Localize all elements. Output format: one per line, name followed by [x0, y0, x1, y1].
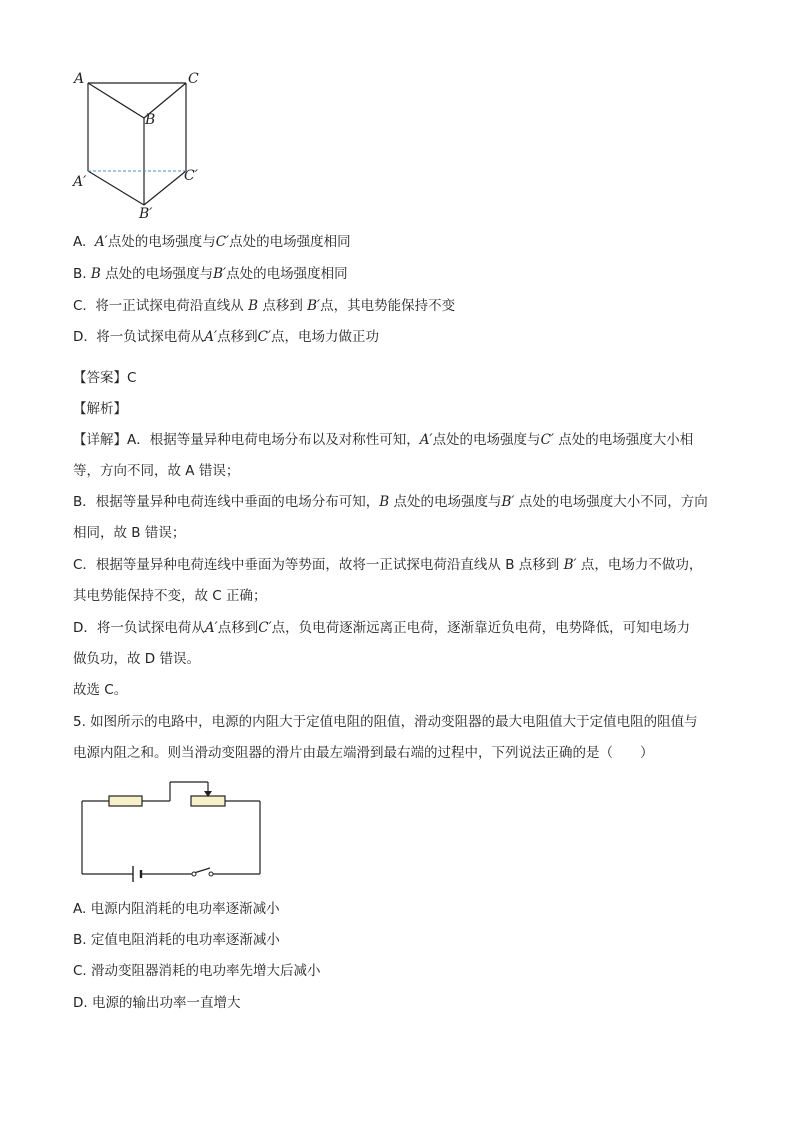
circuit-diagram — [0, 770, 794, 890]
vertex-a: A — [74, 71, 85, 87]
prism-figure — [0, 0, 794, 230]
detail-p2-line2: 相同，故 B 错误； — [73, 525, 186, 541]
detail-p4-line2: 做负功，故 D 错误。 — [73, 651, 200, 667]
detail-p1-line1: 【详解】A．根据等量异种电荷电场分布以及对称性可知，A′点处的电场强度与C′ 点处的电场强度大小相 — [73, 432, 694, 448]
detail-p1-line2: 等，方向不同，故 A 错误； — [73, 463, 240, 479]
detail-p2-line1: B．根据等量异种电荷连线中垂面的电场分布可知，B 点处的电场强度与B′ 点处的电场强度大小不同，方向 — [73, 494, 708, 510]
q4-option-a: A. A′点处的电场强度与C′点处的电场强度相同 — [73, 234, 351, 250]
q4-option-c: C. 将一正试探电荷沿直线从 B 点移到 B′点，其电势能保持不变 — [73, 298, 456, 314]
q5-stem-line2: 电源内阻之和。则当滑动变阻器的滑片由最左端滑到最右端的过程中，下列说法正确的是（ ） — [73, 745, 654, 761]
detail-conclusion: 故选 C。 — [73, 682, 128, 698]
q5-option-c: C. 滑动变阻器消耗的电功率先增大后减小 — [73, 963, 321, 979]
q4-option-b: B. B 点处的电场强度与B′点处的电场强度相同 — [73, 266, 348, 282]
vertex-a-prime: A′ — [73, 174, 87, 190]
q5-option-d: D. 电源的输出功率一直增大 — [73, 995, 241, 1011]
vertex-b: B — [145, 112, 156, 128]
vertex-b-prime: B′ — [139, 206, 153, 222]
q4-option-d: D. 将一负试探电荷从A′点移到C′点，电场力做正功 — [73, 329, 380, 345]
q5-stem-line1: 5. 如图所示的电路中，电源的内阻大于定值电阻的阻值，滑动变阻器的最大电阻值大于定值电阻的阻值与 — [73, 714, 698, 730]
vertex-c-prime: C′ — [184, 168, 198, 184]
q5-option-a: A. 电源内阻消耗的电功率逐渐减小 — [73, 901, 280, 917]
analysis-label: 【解析】 — [73, 401, 127, 417]
vertex-c: C — [188, 71, 199, 87]
detail-p4-line1: D．将一负试探电荷从A′点移到C′点，负电荷逐渐远离正电荷，逐渐靠近负电荷，电势降低，可知电场力 — [73, 620, 691, 636]
q5-option-b: B. 定值电阻消耗的电功率逐渐减小 — [73, 932, 280, 948]
detail-p3-line1: C．根据等量异种电荷连线中垂面为等势面，故将一正试探电荷沿直线从 B 点移到 B′ 点，电场力不做功， — [73, 557, 703, 573]
detail-p3-line2: 其电势能保持不变，故 C 正确； — [73, 588, 267, 604]
answer-line: 【答案】C — [73, 370, 137, 386]
